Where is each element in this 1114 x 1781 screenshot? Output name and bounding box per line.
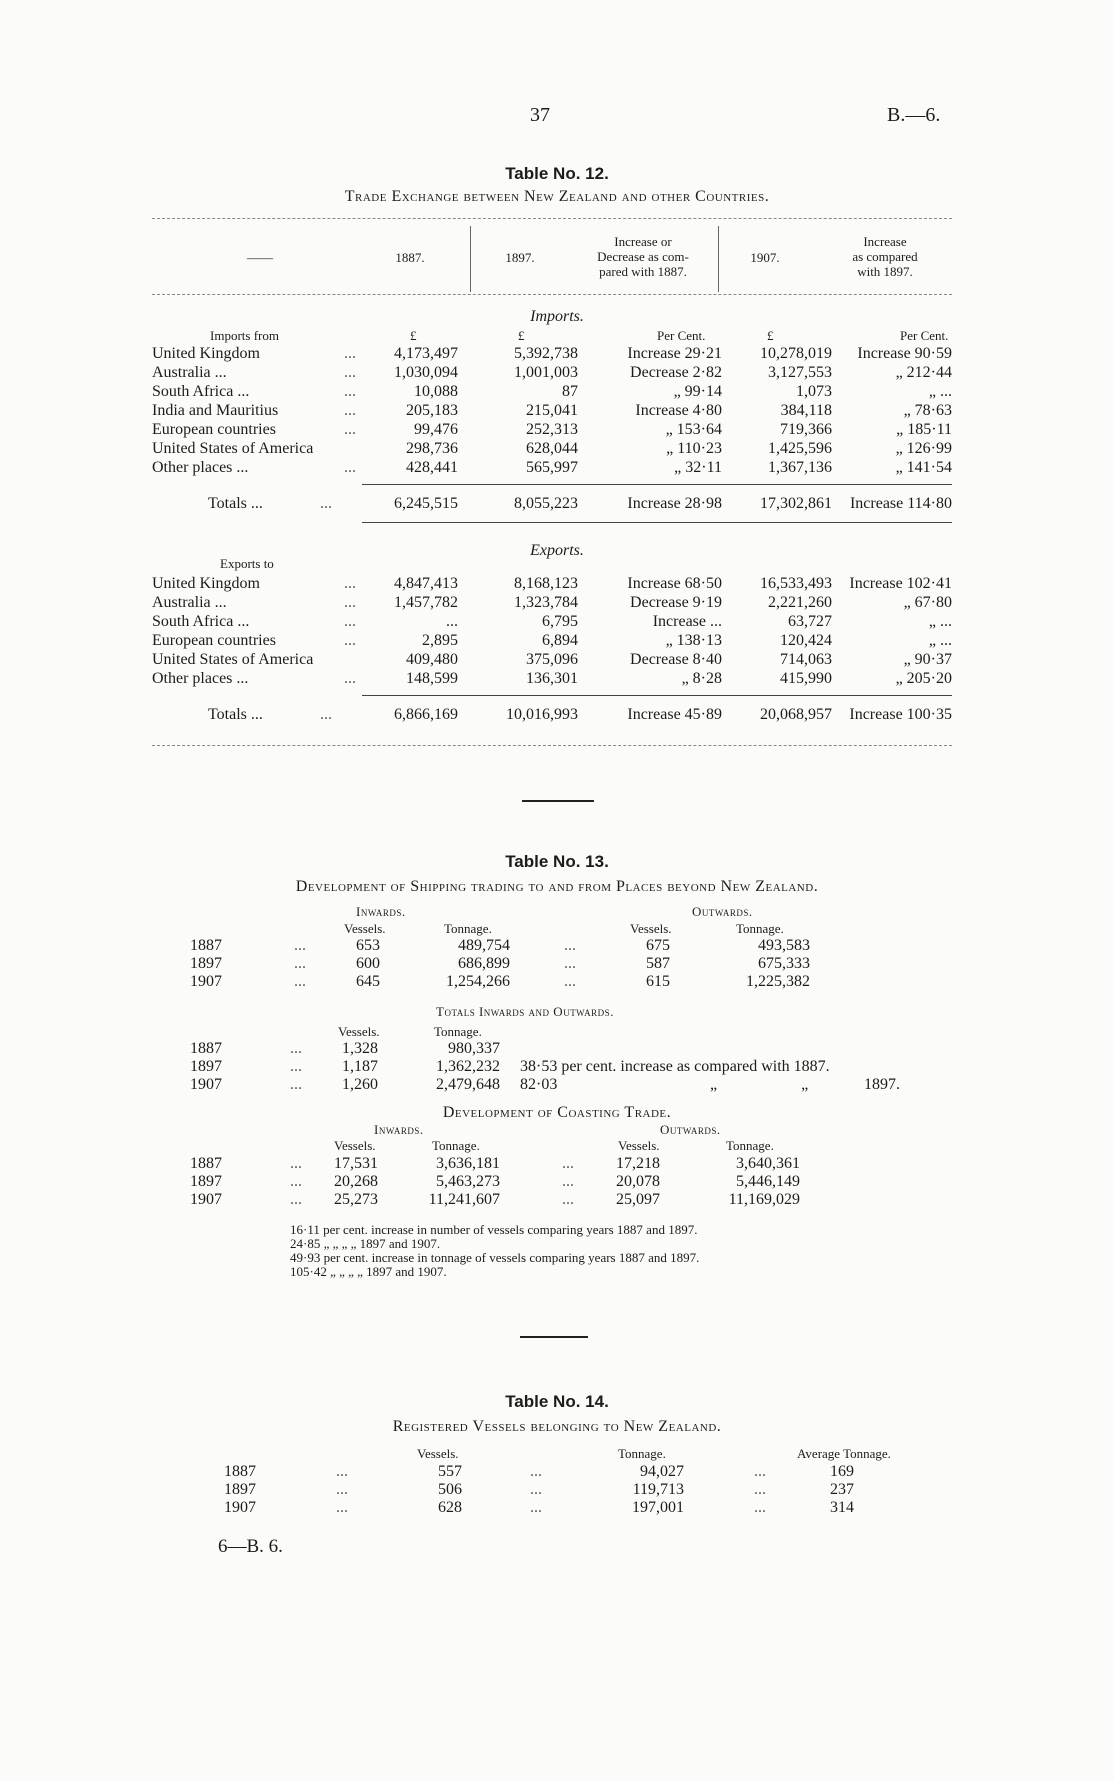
table-13-title: Table No. 13. [505, 852, 609, 871]
exports-unit-row [152, 556, 952, 575]
column-dash: —— [247, 250, 273, 265]
rule [362, 484, 952, 485]
table-row: India and Mauritius ... 205,183 215,041 Increase 4·80 384,118 „ 78·63 [152, 402, 952, 419]
coasting-notes: 16·11 per cent. increase in number of vessels comparing years 1887 and 1897. 24·85 „ „ „ „ 1897 and 1907. 49·93 per cent. increase in tonnage of vessels comparing years 1887 and 1897. 105·42 „ „ „ „ 1897 and 1907. [290, 1222, 700, 1279]
totals-inwards-outwards-title: Totals Inwards and Outwards. [436, 1004, 614, 1019]
rule [470, 226, 471, 292]
rule [152, 745, 952, 746]
table-row: Australia ... ... 1,030,094 1,001,003 Decrease 2·82 3,127,553 „ 212·44 [152, 364, 952, 381]
table-row: South Africa ... ... ... 6,795 Increase ... 63,727 „ ... [152, 613, 952, 630]
table-row: 1897 ... 506 ... 119,713 ... 237 [224, 1481, 854, 1498]
imports-totals-row: Totals ... ... 6,245,515 8,055,223 Increase 28·98 17,302,861 Increase 114·80 [208, 495, 952, 512]
table-row: European countries ... 2,895 6,894 „ 138·13 120,424 „ ... [152, 632, 952, 649]
column-1897: 1897. [505, 250, 535, 265]
table-13-subtitle: Development of Shipping trading to and from Places beyond New Zealand. [295, 878, 819, 895]
rule [362, 522, 952, 523]
rule [152, 294, 952, 295]
exports-section-title: Exports. [530, 542, 584, 559]
document-reference: B.—6. [887, 104, 941, 126]
table-row: 1907 ... 628 ... 197,001 ... 314 [224, 1499, 854, 1516]
table-row: 1897 ... 600 686,899 ... 587 675,333 [190, 955, 810, 972]
table-row: 1907 ... 1,260 2,479,648 82·03 „ „ 1897. [190, 1076, 900, 1093]
column-1907: 1907. [750, 250, 780, 265]
column-1887: 1887. [395, 250, 425, 265]
table-row: 1907 ... 645 1,254,266 ... 615 1,225,382 [190, 973, 810, 990]
table-14-subtitle: Registered Vessels belonging to New Zealand. [392, 1418, 722, 1435]
page-number: 37 [530, 104, 550, 126]
table-row: Australia ... ... 1,457,782 1,323,784 Decrease 9·19 2,221,260 „ 67·80 [152, 594, 952, 611]
table-row: 1887 ... 557 ... 94,027 ... 169 [224, 1463, 854, 1480]
exports-row-header: Exports to [220, 556, 274, 571]
table-row: 1887 ... 1,328 980,337 [190, 1040, 500, 1057]
section-divider [520, 1336, 588, 1338]
table-row: Other places ... ... 428,441 565,997 „ 32·11 1,367,136 „ 141·54 [152, 459, 952, 476]
table-row: United States of America 298,736 628,044 „ 110·23 1,425,596 „ 126·99 [152, 440, 952, 457]
table-row: 1887 ... 17,531 3,636,181 ... 17,218 3,640,361 [190, 1155, 800, 1172]
table-row: 1897 ... 20,268 5,463,273 ... 20,078 5,446,149 [190, 1173, 800, 1190]
rule [152, 218, 952, 219]
section-divider [522, 800, 594, 802]
table-row: 1887 ... 653 489,754 ... 675 493,583 [190, 937, 810, 954]
rule [718, 226, 719, 292]
table-row: United Kingdom ... 4,173,497 5,392,738 Increase 29·21 10,278,019 Increase 90·59 [152, 345, 952, 362]
exports-totals-row: Totals ... ... 6,866,169 10,016,993 Increase 45·89 20,068,957 Increase 100·35 [208, 706, 952, 723]
table-12-title: Table No. 12. [505, 164, 609, 183]
imports-unit-row: Imports from £ £ Per Cent. £ Per Cent. [210, 328, 949, 343]
table-row: 1907 ... 25,273 11,241,607 ... 25,097 11,169,029 [190, 1191, 800, 1208]
table-row: United Kingdom ... 4,847,413 8,168,123 Increase 68·50 16,533,493 Increase 102·41 [152, 575, 952, 592]
table-12-subtitle: Trade Exchange between New Zealand and other Countries. [344, 188, 770, 205]
table-row: 1897 ... 1,187 1,362,232 38·53 per cent. increase as compared with 1887. [190, 1058, 830, 1075]
imports-section-title: Imports. [530, 308, 584, 325]
inwards-label: Inwards. [356, 904, 406, 919]
page-signature: 6—B. 6. [218, 1536, 283, 1557]
table-row: South Africa ... ... 10,088 87 „ 99·14 1,073 „ ... [152, 383, 952, 400]
table-row: United States of America 409,480 375,096 Decrease 8·40 714,063 „ 90·37 [152, 651, 952, 668]
column-change-1897: Increase as compared with 1897. [852, 234, 918, 279]
imports-row-header: Imports from [210, 328, 279, 343]
rule [362, 695, 952, 696]
table-row: European countries ... 99,476 252,313 „ 153·64 719,366 „ 185·11 [152, 421, 952, 438]
column-change-1887: Increase or Decrease as com- pared with 1887. [597, 234, 689, 279]
table-row: Other places ... ... 148,599 136,301 „ 8·28 415,990 „ 205·20 [152, 670, 952, 687]
table-14-title: Table No. 14. [505, 1392, 609, 1411]
outwards-label: Outwards. [692, 904, 753, 919]
coasting-trade-title: Development of Coasting Trade. [442, 1104, 672, 1121]
